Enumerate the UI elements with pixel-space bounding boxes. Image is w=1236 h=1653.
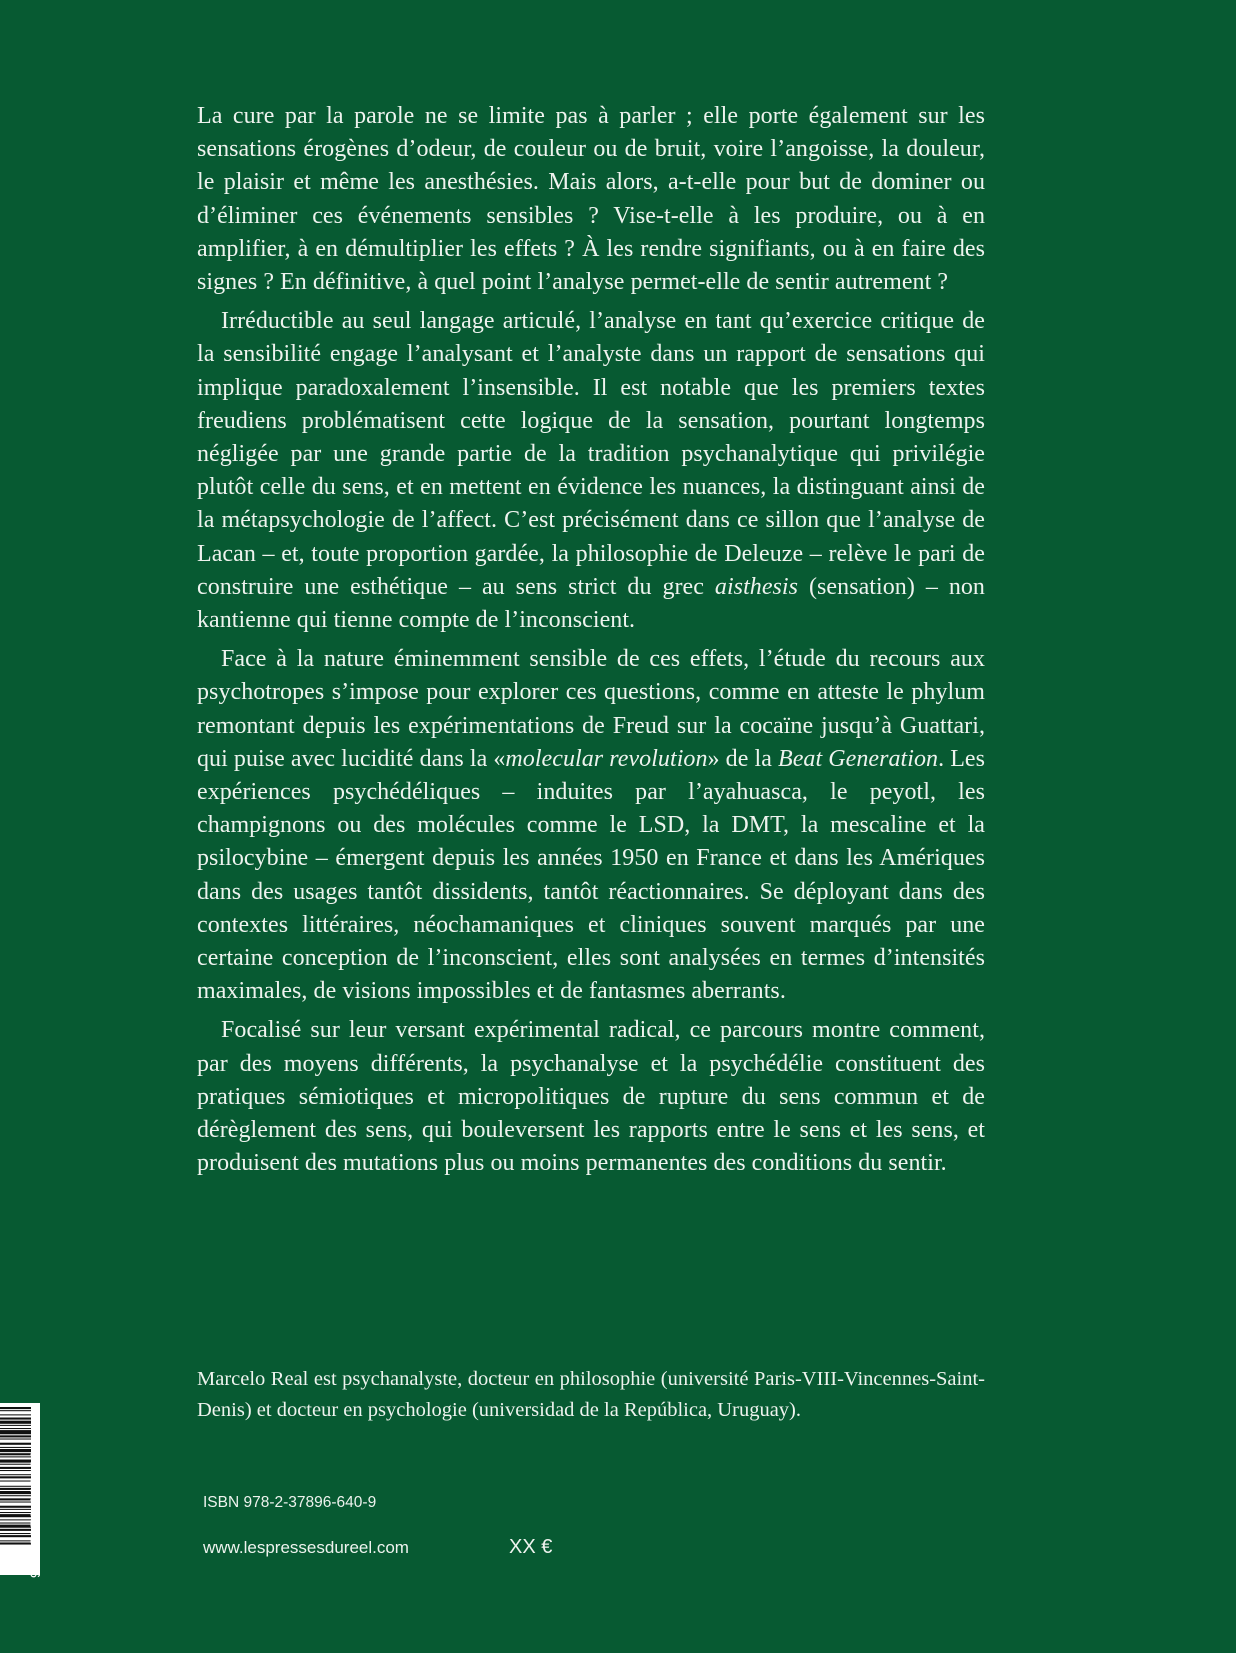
text-run: (sensation) – non kantienne qui tienne compte de l’inconscient. <box>197 573 985 634</box>
publisher-website: www.lespressesdureel.com <box>203 1538 409 1557</box>
text-run: » de la <box>707 745 778 772</box>
barcode-bar <box>0 1421 31 1424</box>
italic-run: aisthesis <box>714 573 799 600</box>
text-run: La cure par la parole ne se limite pas à parler ; elle porte également sur les sensations érogènes d’odeur, de couleur ou de bruit, voire l’angoisse, la douleur, le plaisir et même les anesthésies. Mais alors, a-t-elle pour but de dominer ou d’éliminer ces événements sensibles ? Vise-t-elle à les produire, ou à en amplifier, à en démultiplier les effets ? À les rendre signifiants, ou à en faire des signes ? En définitive, à quel point l’analyse permet-elle de sentir autrement ? <box>197 103 985 296</box>
blurb-paragraph-1 <box>197 100 985 299</box>
text-run: Irréductible au seul langage articulé, l’analyse en tant qu’exercice critique de la sensibilité engage l’analysant et l’analyste dans un rapport de sensations qui implique paradoxalement l’insensible. Il est notable que les premiers textes freudiens problématisent cette logique de la sensation, pourtant longtemps négligée par une grande partie de la tradition psychanalytique qui privilégie plutôt celle du sens, et en mettent en évidence les nuances, la distinguant ainsi de la métapsychologie de l’affect. C’est précisément dans ce sillon que l’analyse de Lacan – et, toute proportion gardée, la philosophie de Deleuze – relève le pari de construire une esthétique – au sens strict du grec <box>197 308 985 600</box>
barcode-bar <box>0 1410 31 1411</box>
barcode-bar <box>0 1428 31 1429</box>
barcode-bar <box>0 1447 31 1448</box>
blurb-paragraph-4 <box>197 1014 985 1180</box>
barcode-bar <box>0 1407 31 1409</box>
text-run: Focalisé sur leur versant expérimental radical, ce parcours montre comment, par des moyens différents, la psychanalyse et la psychédélie constituent des pratiques sémiotiques et micropolitiques de rupture du sens commun et de dérèglement des sens, qui bouleversent les rapports entre le sens et les sens, et produisent des mutations plus ou moins permanentes des conditions du sentir. <box>197 1017 985 1177</box>
barcode-bar <box>0 1418 31 1420</box>
blurb-paragraph-3 <box>197 643 985 1008</box>
barcode-bar <box>0 1414 31 1415</box>
barcode-bar <box>0 1439 31 1440</box>
barcode-bar <box>0 1425 31 1426</box>
italic-run: molecular revolution <box>505 745 708 772</box>
author-bio: Marcelo Real est psychanalyste, docteur en philosophie (université Paris-VIII-Vincennes-Saint-Denis) et docteur en psychologie (universidad de la República, Uruguay). <box>197 1368 985 1421</box>
isbn: ISBN 978-2-37896-640-9 <box>203 1494 377 1511</box>
text-run: Face à la nature éminemment sensible de ces effets, l’étude du recours aux psychotropes s’impose pour explorer ces questions, comme en atteste le phylum remontant depuis les expérimentations de Freud sur la cocaïne jusqu’à Guattari, qui puise avec lucidité dans la « <box>197 646 985 772</box>
blurb-paragraph-2 <box>197 305 985 637</box>
barcode-bar <box>0 1435 31 1437</box>
italic-run: Beat Generation <box>777 745 939 772</box>
barcode-bar <box>0 1430 31 1434</box>
blurb <box>197 100 985 1187</box>
barcode-digits: 9 782378 966409 <box>27 1449 43 1578</box>
text-run: . Les expériences psychédéliques – induites par l’ayahuasca, le peyotl, les champignons ou des molécules comme le LSD, la DMT, la mescaline et la psilocybine – émergent depuis les années 1950 en France et dans les Amériques dans des usages tantôt dissidents, tantôt réactionnaires. Se déployant dans des contextes littéraires, néochamaniques et cliniques souvent marqués par une certaine conception de l’inconscient, elles sont analysées en termes d’intensités maximales, de visions impossibles et de fantasmes aberrants. <box>197 745 985 1005</box>
price: XX € <box>509 1536 553 1558</box>
barcode-bar <box>0 1443 31 1445</box>
